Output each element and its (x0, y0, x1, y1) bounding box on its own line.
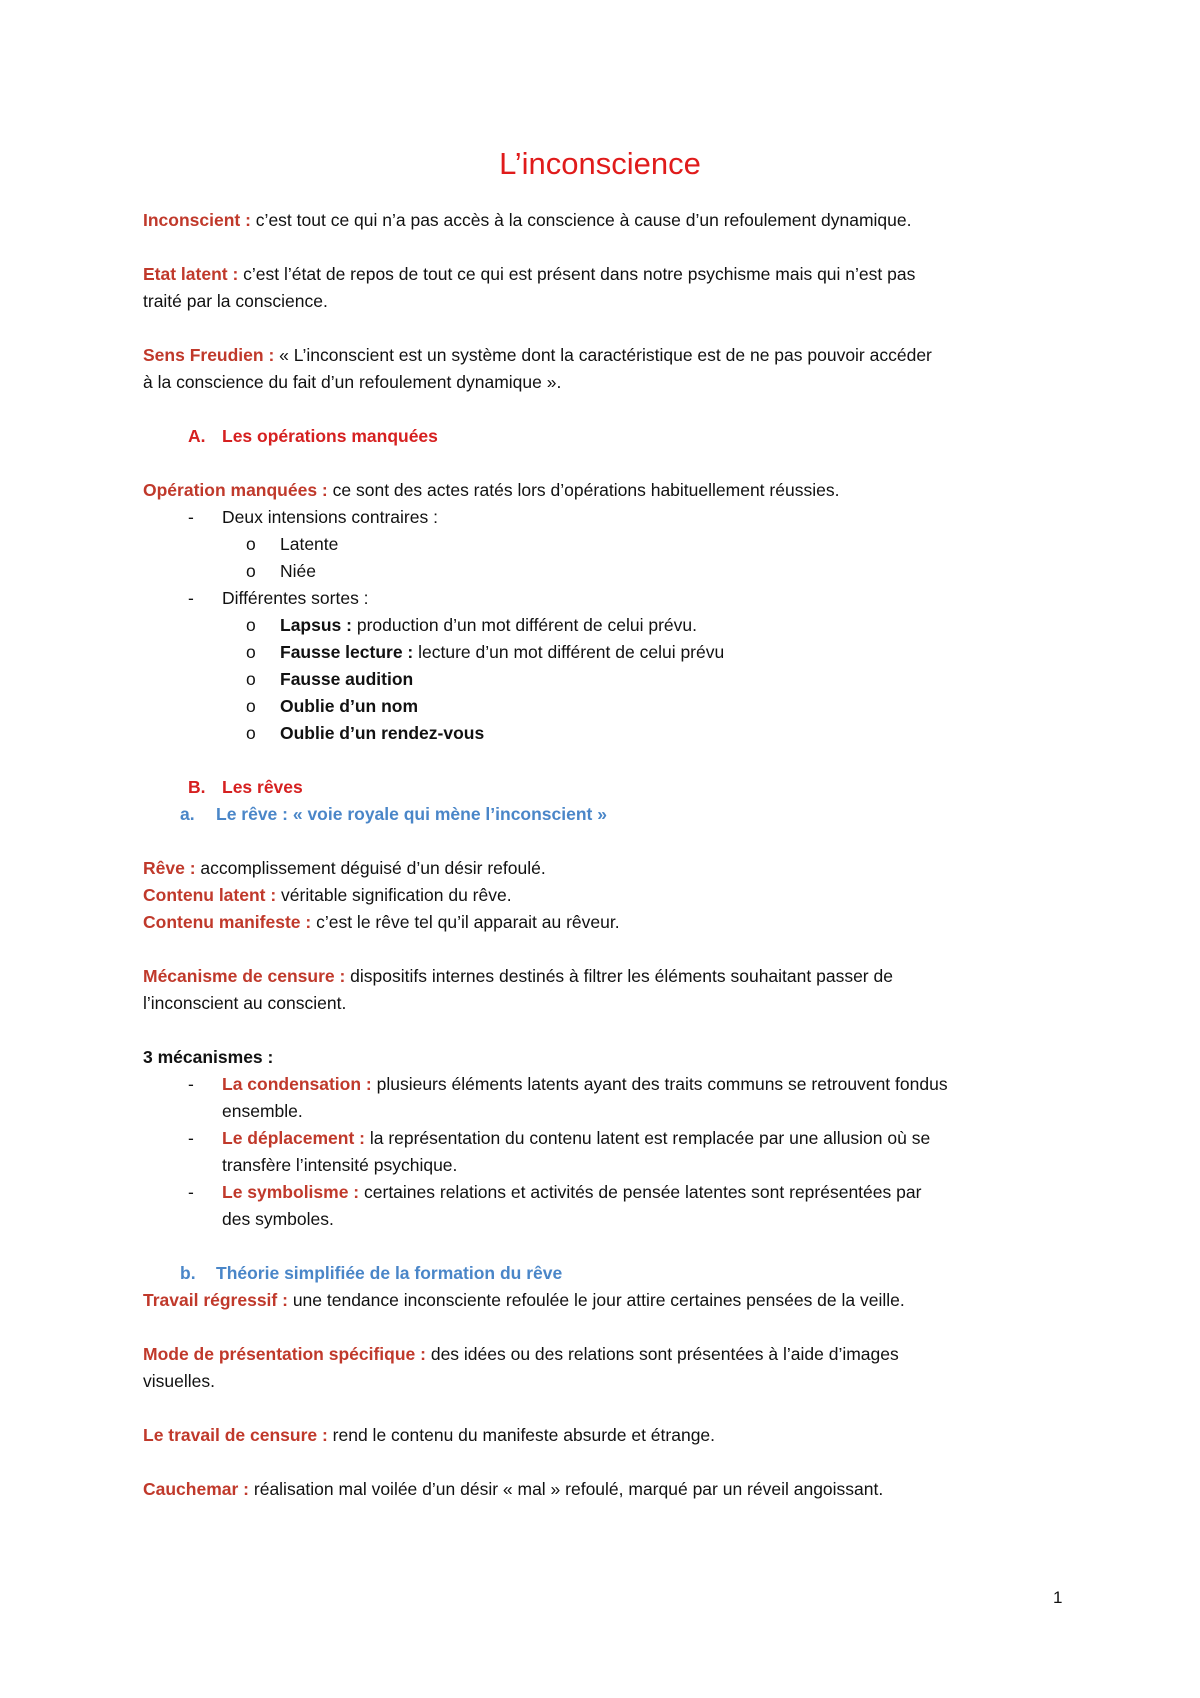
bullet-marker: o (246, 561, 256, 581)
subitem-term: Fausse lecture : (280, 642, 414, 662)
list-item: Différentes sortes : (222, 588, 369, 608)
dash-marker: - (188, 1182, 194, 1202)
def-label: Etat latent : (143, 264, 239, 284)
def-label: Opération manquées : (143, 480, 328, 500)
def-contenu-manifeste (143, 909, 620, 936)
def-travail-regressif (143, 1287, 905, 1314)
page-number: 1 (1053, 1588, 1063, 1607)
def-label: Le travail de censure : (143, 1425, 328, 1445)
def-mode-presentation-cont: visuelles. (143, 1371, 215, 1391)
mecanisme-symbolisme-cont: des symboles. (222, 1209, 334, 1229)
section-b-letter: B. (188, 777, 206, 797)
def-etat-latent (143, 261, 915, 288)
def-label: Le déplacement : (222, 1128, 365, 1148)
def-label: Inconscient : (143, 210, 251, 230)
section-a-title: Les opérations manquées (222, 426, 438, 446)
def-label: Mécanisme de censure : (143, 966, 346, 986)
def-text: c’est le rêve tel qu’il apparait au rêveur. (311, 912, 620, 932)
def-sens-freudien (143, 342, 932, 369)
mecanisme-deplacement-cont: transfère l’intensité psychique. (222, 1155, 458, 1175)
list-subitem: Oublie d’un rendez-vous (280, 723, 485, 743)
def-text: plusieurs éléments latents ayant des traits communs se retrouvent fondus (371, 1074, 948, 1094)
def-operation-manquees (143, 477, 839, 504)
subsection-b-title: Théorie simplifiée de la formation du rêve (216, 1263, 563, 1283)
mecanisme-condensation (222, 1071, 948, 1098)
def-label: Cauchemar : (143, 1479, 250, 1499)
def-text: véritable signification du rêve. (276, 885, 512, 905)
subsection-a-title: Le rêve : « voie royale qui mène l’inconscient » (216, 804, 607, 824)
dash-marker: - (188, 588, 194, 608)
def-text: dispositifs internes destinés à filtrer les éléments souhaitant passer de (345, 966, 893, 986)
def-sens-freudien-cont: à la conscience du fait d’un refoulement dynamique ». (143, 372, 562, 392)
mecanisme-symbolisme (222, 1179, 921, 1206)
dash-marker: - (188, 1128, 194, 1148)
list-subitem: Oublie d’un nom (280, 696, 419, 716)
def-text: « L’inconscient est un système dont la caractéristique est de ne pas pouvoir accéder (274, 345, 932, 365)
bullet-marker: o (246, 669, 256, 689)
def-mecanisme-censure-cont: l’inconscient au conscient. (143, 993, 347, 1013)
section-a-letter: A. (188, 426, 206, 446)
def-mecanisme-censure (143, 963, 893, 990)
def-cauchemar (143, 1476, 883, 1503)
subitem-text: production d’un mot différent de celui prévu. (351, 615, 697, 635)
bullet-marker: o (246, 642, 256, 662)
def-mode-presentation (143, 1341, 899, 1368)
list-subitem: Latente (280, 534, 339, 554)
dash-marker: - (188, 507, 194, 527)
bullet-marker: o (246, 723, 256, 743)
list-item: Deux intensions contraires : (222, 507, 438, 527)
def-label: Rêve : (143, 858, 196, 878)
def-label: La condensation : (222, 1074, 372, 1094)
page-title: L’inconscience (499, 146, 701, 181)
def-travail-censure (143, 1422, 715, 1449)
def-text: des idées ou des relations sont présentées à l’aide d’images (425, 1344, 899, 1364)
subitem-term: Lapsus : (280, 615, 352, 635)
def-text: rend le contenu du manifeste absurde et étrange. (327, 1425, 716, 1445)
def-text: c’est tout ce qui n’a pas accès à la conscience à cause d’un refoulement dynamique. (250, 210, 912, 230)
list-subitem: Fausse audition (280, 669, 414, 689)
def-text: accomplissement déguisé d’un désir refoulé. (195, 858, 546, 878)
dash-marker: - (188, 1074, 194, 1094)
def-label: Contenu manifeste : (143, 912, 312, 932)
list-subitem (280, 639, 724, 666)
def-text: une tendance inconsciente refoulée le jour attire certaines pensées de la veille. (287, 1290, 905, 1310)
def-label: Contenu latent : (143, 885, 277, 905)
def-text: réalisation mal voilée d’un désir « mal » refoulé, marqué par un réveil angoissant. (249, 1479, 884, 1499)
def-label: Sens Freudien : (143, 345, 275, 365)
bullet-marker: o (246, 534, 256, 554)
list-subitem: Niée (280, 561, 316, 581)
def-label: Travail régressif : (143, 1290, 288, 1310)
mecanisme-condensation-cont: ensemble. (222, 1101, 303, 1121)
def-text: certaines relations et activités de pensée latentes sont représentées par (359, 1182, 922, 1202)
bullet-marker: o (246, 615, 256, 635)
def-label: Mode de présentation spécifique : (143, 1344, 426, 1364)
def-text: ce sont des actes ratés lors d’opérations habituellement réussies. (327, 480, 840, 500)
mecanisme-deplacement (222, 1125, 930, 1152)
list-subitem (280, 612, 697, 639)
subsection-a-letter: a. (180, 804, 195, 824)
def-label: Le symbolisme : (222, 1182, 360, 1202)
subitem-text: lecture d’un mot différent de celui prévu (413, 642, 725, 662)
section-b-title: Les rêves (222, 777, 303, 797)
def-etat-latent-cont: traité par la conscience. (143, 291, 328, 311)
bullet-marker: o (246, 696, 256, 716)
def-text: la représentation du contenu latent est remplacée par une allusion où se (364, 1128, 931, 1148)
mecanismes-heading: 3 mécanismes : (143, 1047, 274, 1067)
def-inconscient (143, 207, 911, 234)
subsection-b-letter: b. (180, 1263, 196, 1283)
def-text: c’est l’état de repos de tout ce qui est présent dans notre psychisme mais qui n’est pas (238, 264, 916, 284)
def-contenu-latent (143, 882, 512, 909)
def-reve (143, 855, 546, 882)
